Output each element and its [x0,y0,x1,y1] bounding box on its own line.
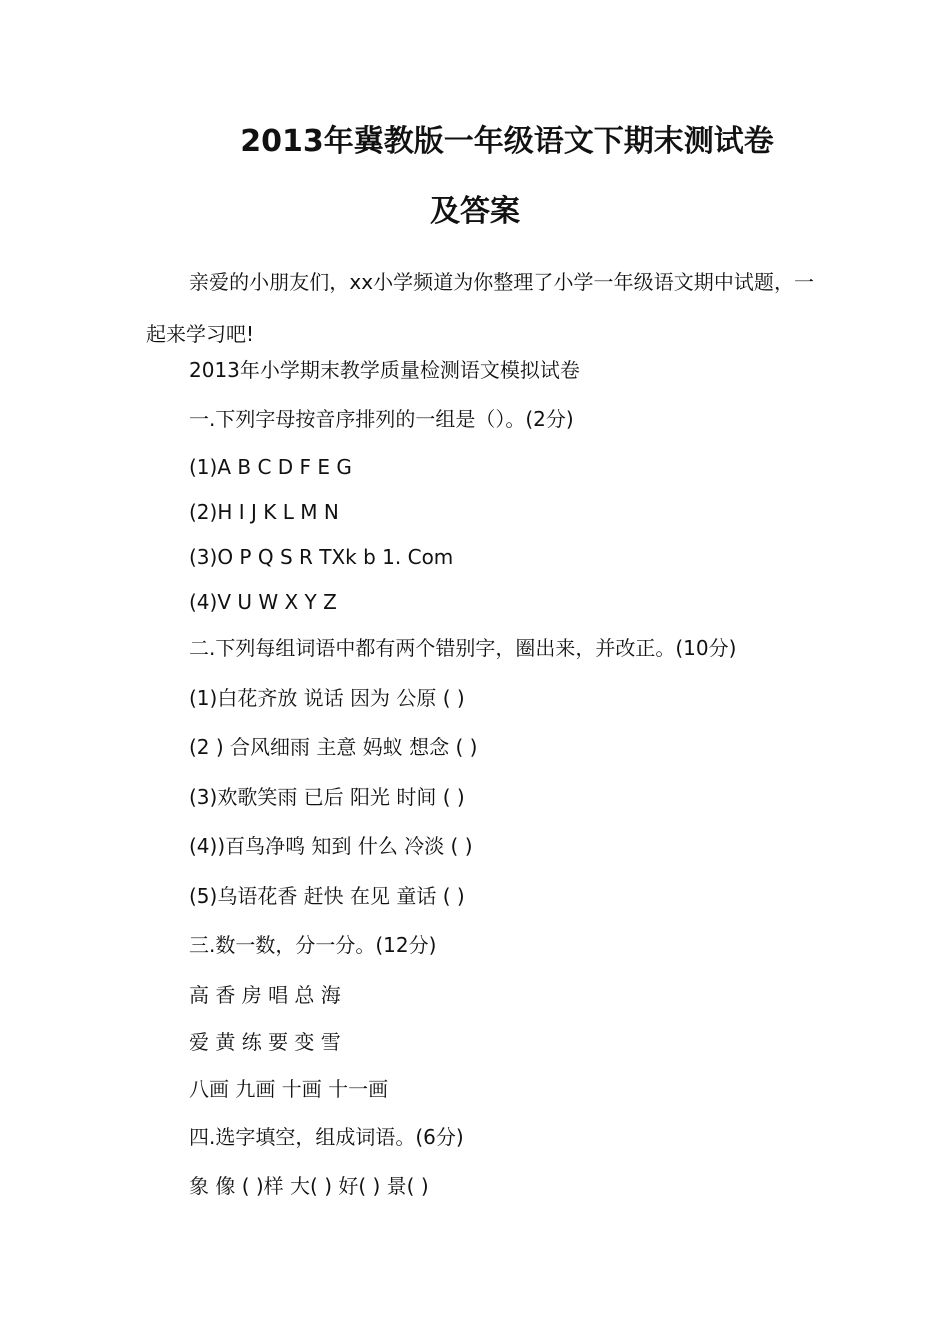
document-title-line-2: 及答案 [430,194,520,229]
question-1-heading: 一.下列字母按音序排列的一组是（）。(2分) [189,407,574,431]
question-3-heading: 三.数一数，分一分。(12分) [189,933,437,957]
question-3-chars-row-2: 爱 黄 练 要 变 雪 [189,1030,341,1054]
question-2-item-2: (2 ) 合风细雨 主意 妈蚁 想念 ( ) [189,735,478,759]
question-4-heading: 四.选字填空，组成词语。(6分) [189,1125,464,1149]
question-1-option-4: (4)V U W X Y Z [189,590,337,614]
exam-heading: 2013年小学期末教学质量检测语文模拟试卷 [189,358,580,382]
question-1-option-3: (3)O P Q S R TXk b 1. Com [189,545,454,569]
question-3-chars-row-1: 高 香 房 唱 总 海 [189,983,341,1007]
question-2-item-3: (3)欢歌笑雨 已后 阳光 时间 ( ) [189,785,465,809]
question-2-item-4: (4))百鸟净鸣 知到 什么 冷淡 ( ) [189,834,473,858]
question-2-item-5: (5)乌语花香 赶快 在见 童话 ( ) [189,884,465,908]
document-title-line-1: 2013年冀教版一年级语文下期末测试卷 [240,124,774,159]
question-4-item: 象 像 ( )样 大( ) 好( ) 景( ) [189,1174,429,1198]
intro-paragraph: 亲爱的小朋友们，xx小学频道为你整理了小学一年级语文期中试题，一起来学习吧! [146,270,814,346]
question-2-heading: 二.下列每组词语中都有两个错别字，圈出来，并改正。(10分) [189,636,737,660]
question-1-option-1: (1)A B C D F E G [189,455,352,479]
question-2-item-1: (1)白花齐放 说话 因为 公原 ( ) [189,686,465,710]
question-1-option-2: (2)H I J K L M N [189,500,339,524]
question-3-categories: 八画 九画 十画 十一画 [189,1077,389,1101]
